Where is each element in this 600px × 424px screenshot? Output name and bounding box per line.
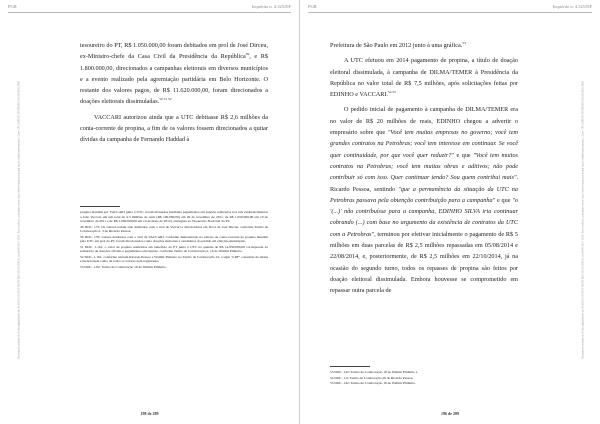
page-number: 198 de 289	[140, 411, 159, 416]
body-text	[330, 40, 518, 301]
footnote: 54 DOC. 1.6: Termo de Colaboração 26 de Ricardo Pessoa.	[330, 375, 414, 380]
footnote: 51 DOC. 1.161: o valor de propina realizados em benefício do PT junto à UTC na quantia de R$ 14.950.000,00 corresponde ao somatório de doações oficiais e pagamentos em espécie, conforme Termo de Colaboração n. 16 de Walmir Pinheiro.	[80, 244, 268, 253]
footnote: 49 DOC. 175: Os valores teriam sido debitados com o aval de Vaccari e direcionados em favor de José Dirceu, conforme Termo de Colaboração n. 3 de Ricardo Pessoa.	[80, 224, 268, 233]
header-rule	[308, 12, 592, 13]
footnote-rule	[80, 206, 120, 207]
paragraph: VACCARI autorizou ainda que a UTC debitasse R$ 2,6 milhões da conta-corrente de propina, a fim de os valores fossem direcionados a quitar dívidas da campanha de Fernando Haddad à	[80, 113, 268, 144]
paragraph: O pedido inicial de pagamento à campanha de DILMA/TEMER era no valor de R$ 20 milhões de reais, EDINHO chegou a advertir o empresário sobre que "Você tem muitas empresas no governo; você tem grandes contratos na Petrobras; você tem interesse em continuar. Se você quer continuidade, por que você quer reduzir?" e que "Você tem muitos contratos na Petrobras; você tem muitas obras e aditivos; não pode contribuir só com isso. Quer continuar tendo? Sou quem contribui mais". Ricardo Pessoa, sentindo "que a permanência da situação da UTC na Petrobras passava pela obtenção contribuição para a campanha" e que "o '(...)' não contribuísse para a campanha, EDINHO SILVA iria continuar cobrando (...) com base no argumento da existência de contratos da UTC com a Petrobras", terminou por efetivar inicialmente o pagamento de R$ 5 milhões em duas parcelas de R$ 2,5 milhões repassadas em 05/08/2014 e 22/08/2014, e, posteriormente, de R$ 2,5 milhões em 22/10/2014, já na ocasião do segundo turno, todos os repasses de propina são feitos por doação eleitoral dissimulada. Embora houvesse se comprometido em repassar outra parcela de	[330, 106, 518, 295]
footnote: 50 DOC. 179: valores debitados com o aval de VACCARI, conforme demonstrado no extrato da conta-corrente de propina mantida pela UTC em prol do PT, foram direcionados como doações eleitorais a candidatos do partido em eleições municipais.	[80, 234, 268, 243]
signature-side-text: Documento assinado via Token digitalmente por RODRIGO JANOT MONTEIRO DE BARROS, em 05/09/2017 16:42. Para verificar a assinatura acesse http://www.transparencia.mpf.mp.br/validacaodocumento. Chave 17ECE48F.DC7F59E6.8E5C6A2D.9BA25E0F	[17, 80, 21, 360]
footnote: 53 DOC. 142: Termo de Colaboração 18 de Walmir Pinheiro e	[330, 370, 418, 374]
right-page	[300, 0, 600, 424]
footnotes	[330, 370, 518, 387]
signature-side-text: Documento assinado via Token digitalmente por RODRIGO JANOT MONTEIRO DE BARROS, em 05/09/2017 16:42. Para verificar a assinatura acesse http://www.transparencia.mpf.mp.br/validacaodocumento. Chave 17ECE48F.DC7F59E6.8E5C6A2D.9BA25E0F	[581, 80, 585, 360]
paragraph: A UTC efetuou em 2014 pagamento de propina, a título de doação eleitoral dissimulada, à campanha de DILMA/TEMER à Presidência da República no valor total de R$ 7,5 milhões, após solicitações feitas por EDINHO e VACCARI.$^{54 55}$	[330, 57, 518, 99]
footnote: 52 DOC. 1.161: conforme relatam Ricardo Pessoa e Walmir Pinheiro no Termo de Colaboração 22, a sigla "LRF" constante da tabela é mencionada como de todos os valores nela registrados.	[80, 254, 268, 263]
header-left: PGR	[8, 4, 17, 9]
footnotes	[80, 210, 268, 270]
header-rule	[8, 12, 291, 13]
page-number: 196 de 289	[441, 411, 459, 416]
footnote: propina mantida por VACCARI junto à UTC, foram efetuados mediante pagamentos em espécie realizados nos três estabelecimentos a João Vaccari, em um total de 4,5 milhões de reais (R$ 100.000,00) em 29 de novembro de 2011, de R$ 1.050.000,00 em 10 de novembro de 2011 e de R$ 1.000.000,00 em 14 de maio de 2012), entregues ao Tesoureiro Nacional do PT.	[80, 210, 268, 223]
header-right: Inquérito n. 4.325/DF	[251, 4, 291, 9]
footnote: 53 DOC. 1.62: Termo de Colaboração 19 de Walmir Pinheiro.	[80, 264, 167, 269]
paragraph: tesoureiro do PT, R$ 1.050.000,00 foram debitados em prol de José Dirceu, ex-Ministro-chefe da Casa Civil da Presidência da República$^{49}$, e R$ 1.800.000,00, direcionados a campanhas eleitorais em diversos municípios e a evento realizado pela agremiação partidária em Belo Horizonte. O restante dos valores pagos, de R$ 11.620.000,00, foram direcionados a doações eleitorais dissimuladas.$^{50 51 52}$	[80, 42, 269, 106]
footnote-rule	[330, 366, 370, 367]
paragraph: Prefeitura de São Paulo em 2012 junto à uma gráfica.$^{53}$	[330, 40, 466, 49]
body-text	[80, 40, 268, 150]
footnote: 55 DOC. 142: Termo de Colaboração 18 de Walmir Pinheiro.	[330, 381, 416, 385]
header-right: Inquérito n. 4.325/DF	[552, 4, 592, 9]
header-left: PGR	[308, 4, 317, 9]
